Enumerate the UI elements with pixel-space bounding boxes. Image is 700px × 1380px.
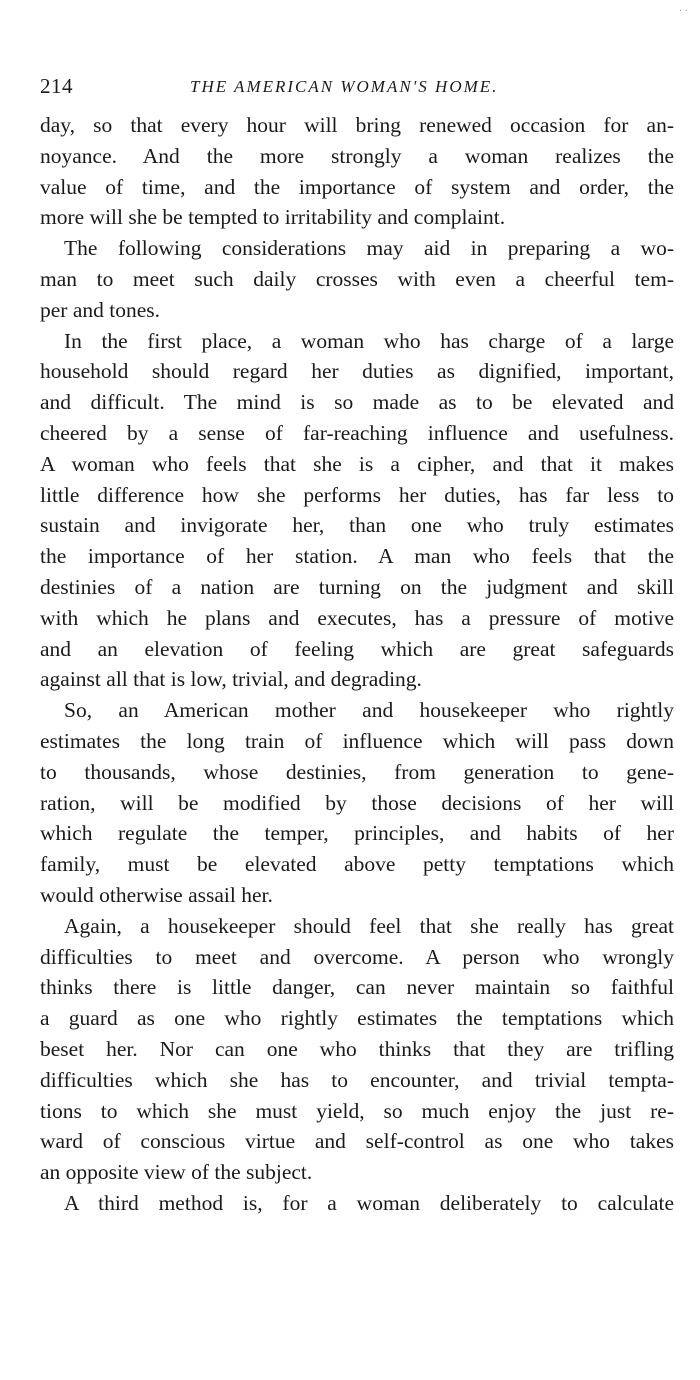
- running-title: THE AMERICAN WOMAN'S HOME.: [190, 77, 499, 96]
- text-line: the importance of her station. A man who feels that the: [40, 544, 674, 569]
- text-line: more will she be tempted to irritability and complaint.: [40, 205, 506, 230]
- text-line: family, must be elevated above petty temptations which: [40, 852, 674, 877]
- text-line: difficulties to meet and overcome. A person who wrongly: [40, 944, 674, 969]
- text-line: cheered by a sense of far-reaching influence and usefulness.: [40, 420, 674, 445]
- text-line: A woman who feels that she is a cipher, and that it makes: [40, 451, 674, 476]
- text-line: estimates the long train of influence which will pass down: [40, 728, 674, 753]
- text-line: per and tones.: [40, 297, 161, 322]
- text-line: value of time, and the importance of system and order, the: [40, 174, 674, 199]
- text-line: thinks there is little danger, can never maintain so faithful: [40, 975, 674, 1000]
- text-line: Again, a housekeeper should feel that she really has great: [64, 913, 674, 938]
- page-number: 214: [40, 74, 73, 98]
- text-line: to thousands, whose destinies, from generation to gene-: [40, 759, 674, 784]
- book-page: [40, 74, 674, 1219]
- text-line: In the first place, a woman who has charge of a large: [64, 328, 674, 353]
- text-line: and an elevation of feeling which are great safeguards: [40, 636, 674, 661]
- margin-specks: · ·: [678, 6, 688, 17]
- text-line: noyance. And the more strongly a woman realizes the: [40, 143, 674, 168]
- text-line: sustain and invigorate her, than one who truly estimates: [40, 513, 674, 538]
- text-line: against all that is low, trivial, and degrading.: [40, 667, 422, 692]
- text-line: The following considerations may aid in preparing a wo-: [64, 236, 674, 261]
- text-line: So, an American mother and housekeeper who rightly: [64, 698, 674, 723]
- text-line: A third method is, for a woman deliberately to calculate: [64, 1190, 674, 1215]
- text-line: would otherwise assail her.: [40, 882, 273, 907]
- text-line: difficulties which she has to encounter, and trivial tempta-: [40, 1067, 674, 1092]
- text-line: ward of conscious virtue and self-control as one who takes: [40, 1129, 674, 1154]
- text-line: man to meet such daily crosses with even a cheerful tem-: [40, 266, 674, 291]
- text-line: tions to which she must yield, so much enjoy the just re-: [40, 1098, 674, 1123]
- text-line: destinies of a nation are turning on the judgment and skill: [40, 574, 674, 599]
- text-line: an opposite view of the subject.: [40, 1160, 313, 1185]
- text-line: household should regard her duties as dignified, important,: [40, 359, 674, 384]
- text-line: ration, will be modified by those decisions of her will: [40, 790, 674, 815]
- text-line: a guard as one who rightly estimates the temptations which: [40, 1006, 674, 1031]
- running-head: [40, 74, 674, 108]
- text-line: little difference how she performs her duties, has far less to: [40, 482, 674, 507]
- text-line: which regulate the temper, principles, and habits of her: [40, 821, 674, 846]
- text-line: beset her. Nor can one who thinks that they are trifling: [40, 1036, 674, 1061]
- body-text: [40, 110, 674, 1219]
- text-line: and difficult. The mind is so made as to be elevated and: [40, 390, 674, 415]
- text-line: with which he plans and executes, has a pressure of motive: [40, 605, 674, 630]
- text-line: day, so that every hour will bring renewed occasion for an-: [40, 113, 674, 137]
